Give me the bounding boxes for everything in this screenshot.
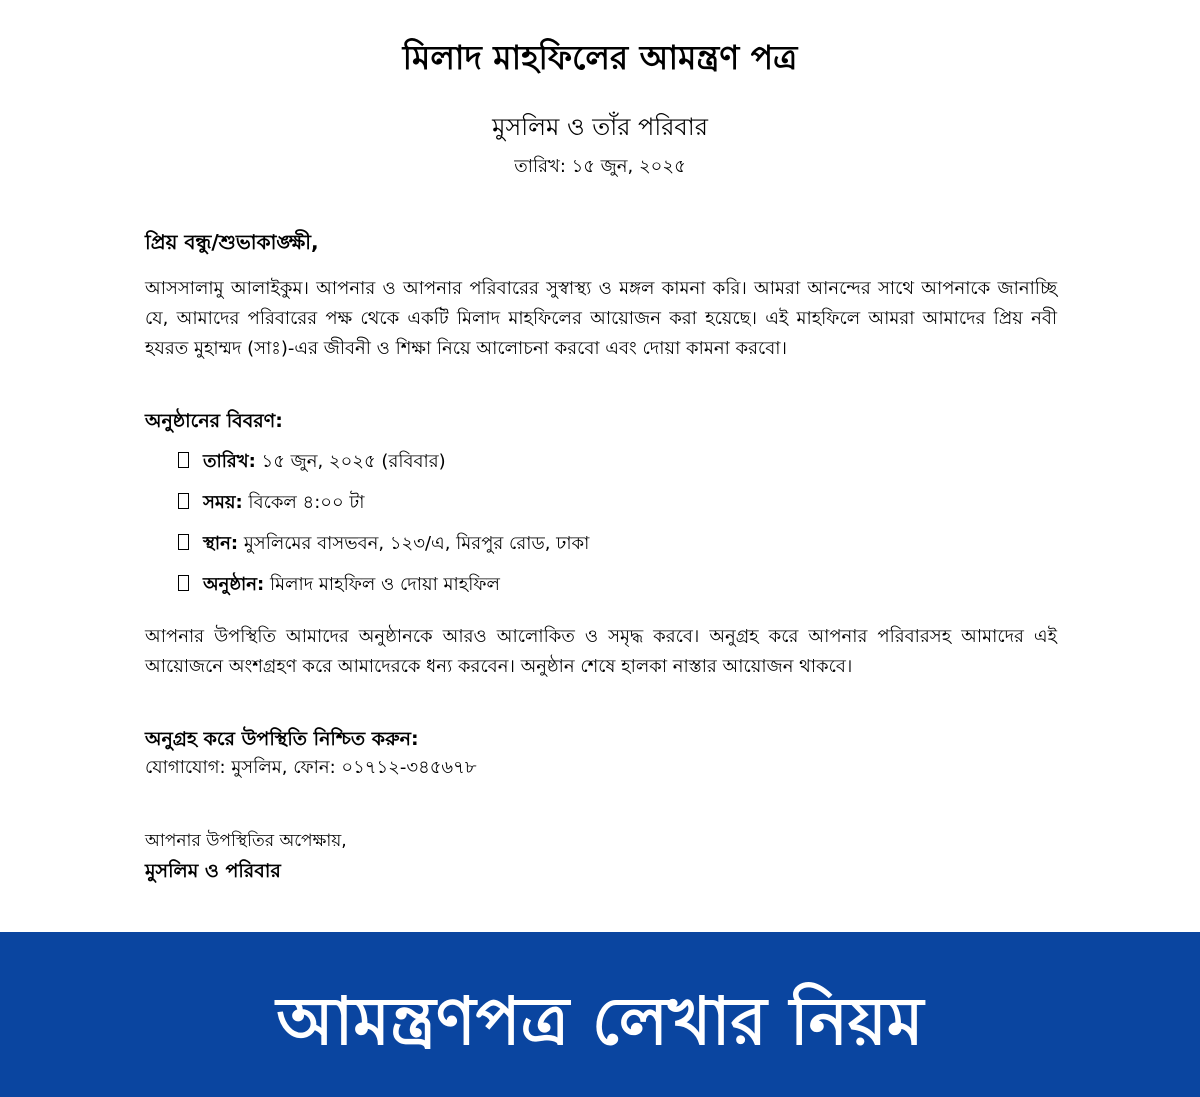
detail-item-program bbox=[178, 567, 589, 608]
closing-line: আপনার উপস্থিতির অপেক্ষায়, bbox=[145, 831, 347, 851]
closing-paragraph: আপনার উপস্থিতি আমাদের অনুষ্ঠানকে আরও আলোকিত ও সমৃদ্ধ করবে। অনুগ্রহ করে আপনার পরিবারসহ আমাদের এই আয়োজনে অংশগ্রহণ করে আমাদেরকে ধন্য করবেন। অনুষ্ঠান শেষে হালকা নাস্তার আয়োজন থাকবে। bbox=[145, 626, 1057, 677]
signature: মুসলিম ও পরিবার bbox=[145, 860, 281, 882]
detail-label: তারিখ: bbox=[203, 451, 256, 472]
salutation: প্রিয় বন্ধু/শুভাকাঙ্ক্ষী, bbox=[145, 230, 319, 254]
detail-item-time bbox=[178, 485, 589, 526]
detail-value: ১৫ জুন, ২০২৫ (রবিবার) bbox=[261, 451, 446, 472]
detail-value: বিকেল ৪:০০ টা bbox=[248, 492, 365, 513]
bullet-icon bbox=[178, 452, 189, 468]
detail-item-venue bbox=[178, 526, 589, 567]
detail-label: অনুষ্ঠান: bbox=[203, 574, 265, 595]
detail-label: সময়: bbox=[203, 492, 243, 513]
banner-title: আমন্ত্রণপত্র লেখার নিয়ম bbox=[276, 983, 924, 1060]
intro-paragraph: আসসালামু আলাইকুম। আপনার ও আপনার পরিবারের সুস্বাস্থ্য ও মঙ্গল কামনা করি। আমরা আনন্দের সাথে আপনাকে জানাচ্ছি যে, আমাদের পরিবারের পক্ষ থেকে একটি মিলাদ মাহফিলের আয়োজন করা হয়েছে। এই মাহফিলে আমরা আমাদের প্রিয় নবী হযরত মুহাম্মদ (সাঃ)-এর জীবনী ও শিক্ষা নিয়ে আলোচনা করবো এবং দোয়া কামনা করবো। bbox=[145, 278, 1057, 359]
detail-item-date bbox=[178, 444, 589, 485]
detail-value: মিলাদ মাহফিল ও দোয়া মাহফিল bbox=[269, 574, 500, 595]
bullet-icon bbox=[178, 575, 189, 591]
host-name: মুসলিম ও তাঁর পরিবার bbox=[492, 113, 708, 141]
footer-banner bbox=[0, 932, 1200, 1097]
details-heading: অনুষ্ঠানের বিবরণ: bbox=[145, 410, 283, 432]
bullet-icon bbox=[178, 534, 189, 550]
detail-label: স্থান: bbox=[203, 533, 239, 554]
letter-date: তারিখ: ১৫ জুন, ২০২৫ bbox=[514, 156, 686, 177]
detail-value: মুসলিমের বাসভবন, ১২৩/এ, মিরপুর রোড, ঢাকা bbox=[243, 533, 590, 554]
bullet-icon bbox=[178, 493, 189, 509]
letter-title: মিলাদ মাহফিলের আমন্ত্রণ পত্র bbox=[402, 38, 798, 77]
rsvp-heading: অনুগ্রহ করে উপস্থিতি নিশ্চিত করুন: bbox=[145, 728, 419, 750]
details-list bbox=[178, 444, 589, 608]
contact-info: যোগাযোগ: মুসলিম, ফোন: ০১৭১২-৩৪৫৬৭৮ bbox=[145, 757, 477, 778]
